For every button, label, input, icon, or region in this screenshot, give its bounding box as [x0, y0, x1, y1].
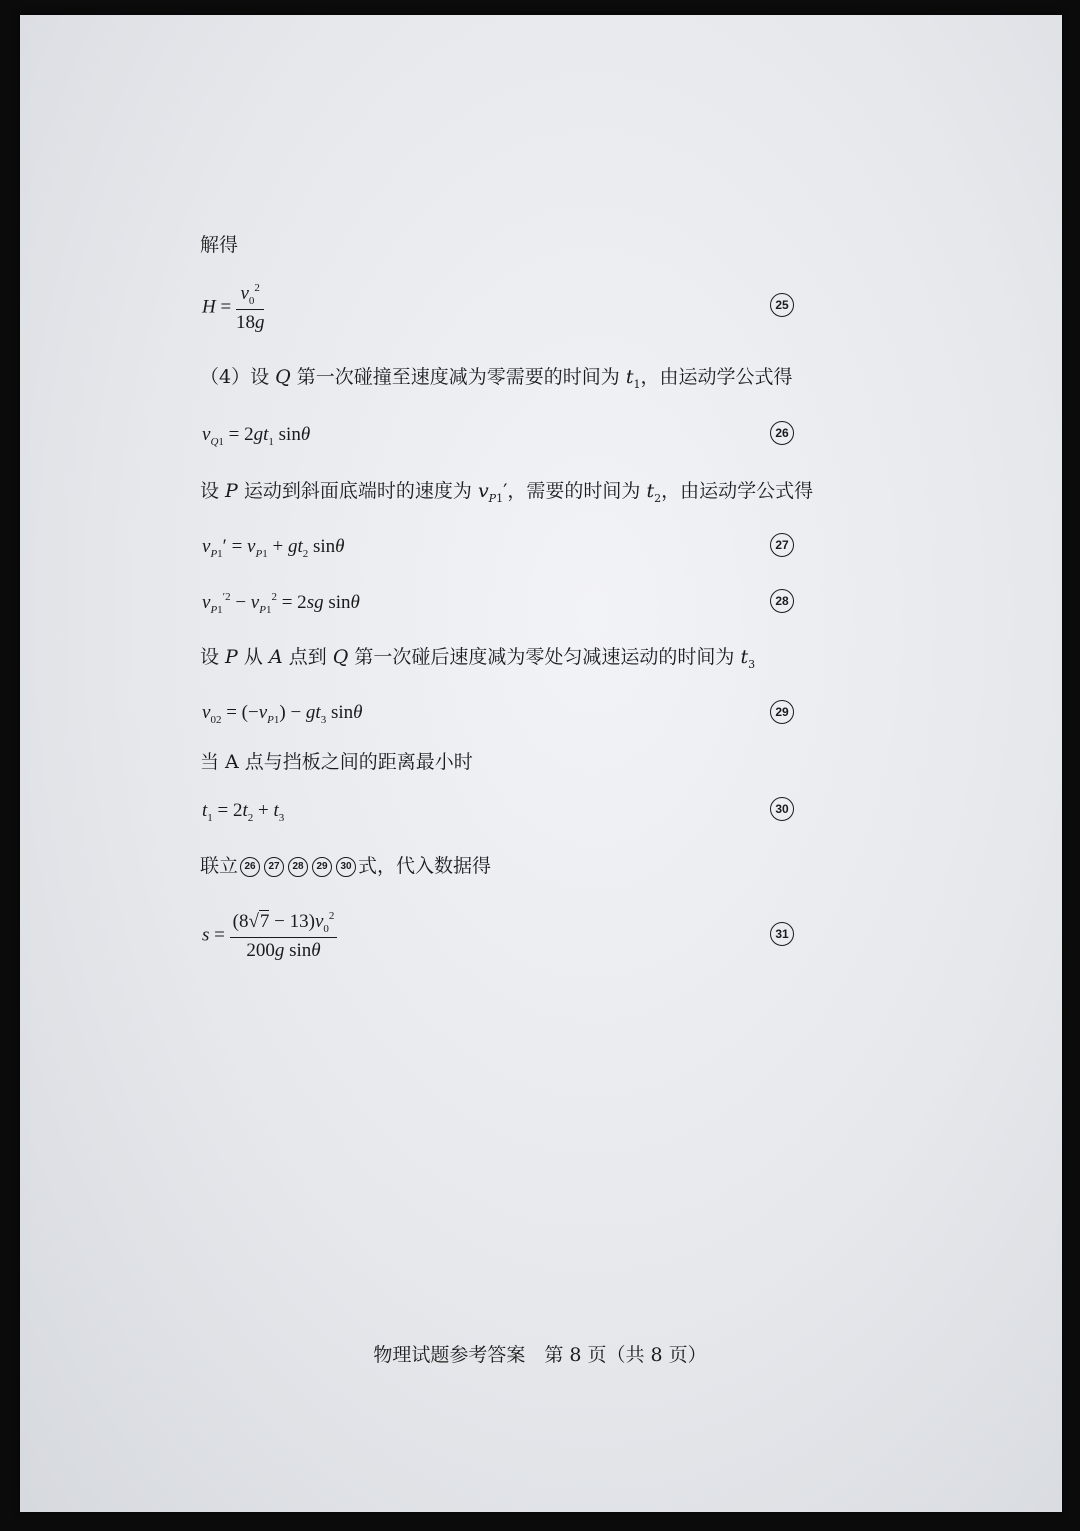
- text-setP: 设 P 运动到斜面底端时的速度为 $v_{P1}'$，需要的时间为 $t_2$，由运动学公式得: [200, 480, 814, 505]
- paper-sheet: [20, 15, 1062, 1512]
- text-whenA: 当 A 点与挡板之间的距离最小时: [200, 751, 473, 773]
- equation-28: $v_{P1}^{'2} - v_{P1}^2 = 2sg$ sinθ: [202, 591, 360, 616]
- page-footer: 物理试题参考答案 第 8 页（共 8 页）: [373, 1344, 707, 1366]
- text-jiede: 解得: [200, 234, 239, 256]
- fraction: $\frac{v_0^2}{18g}$: [235, 282, 265, 333]
- equation-27: $v_{P1}' = v_{P1} + gt_2$ sinθ: [202, 536, 345, 560]
- marker-25: 25: [770, 293, 794, 317]
- equation-25: H = $\frac{v_0^2}{18g}$: [202, 282, 265, 333]
- equation-26: $v_{Q1} = 2gt_1$ sinθ: [202, 424, 311, 448]
- text-part4: （4）设 Q 第一次碰撞至速度减为零需要的时间为 $t_1$，由运动学公式得: [200, 366, 793, 391]
- equation-30: $t_1 = 2t_2 + t_3$: [202, 800, 285, 824]
- ref-26: 26: [240, 857, 260, 877]
- marker-27: 27: [770, 533, 794, 557]
- ref-28: 28: [288, 857, 308, 877]
- ref-27: 27: [264, 857, 284, 877]
- marker-31: 31: [770, 922, 794, 946]
- equation-31: s = $\frac{(8√7 - 13)v_0^2}{\text{200g sinθ}}$: [202, 910, 337, 962]
- combine-suffix: 式，代入数据得: [358, 855, 492, 877]
- marker-26: 26: [770, 421, 794, 445]
- marker-30: 30: [770, 797, 794, 821]
- text-setPA: 设 P 从 A 点到 Q 第一次碰后速度减为零处匀减速运动的时间为 $t_3$: [200, 646, 756, 671]
- ref-29: 29: [312, 857, 332, 877]
- combine-prefix: 联立: [200, 855, 239, 877]
- ref-30: 30: [336, 857, 356, 877]
- equation-29: $v_{02} = (-v_{P1}) - gt_3$ sinθ: [202, 702, 363, 726]
- marker-28: 28: [770, 589, 794, 613]
- fraction: $\frac{(8√7 - 13)v_0^2}{\text{200g sinθ}}$: [230, 910, 338, 962]
- marker-29: 29: [770, 700, 794, 724]
- text-combine: [200, 853, 491, 879]
